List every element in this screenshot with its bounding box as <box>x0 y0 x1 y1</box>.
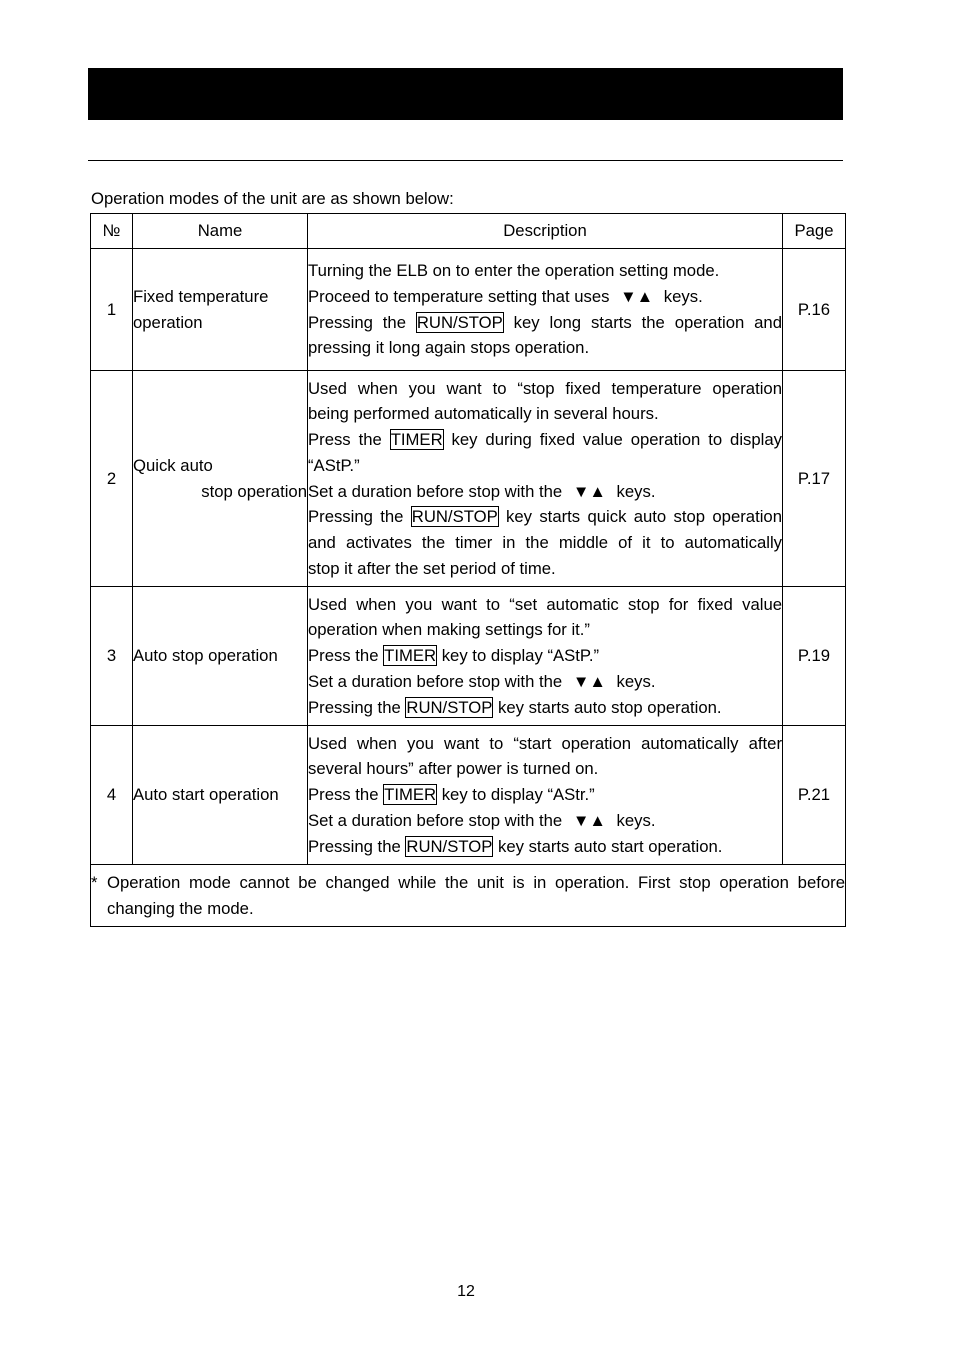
mode-name <box>133 371 308 587</box>
table-row <box>91 587 846 726</box>
line-text: Set a duration before stop with the <box>308 481 567 501</box>
intro-text: Operation modes of the unit are as shown below: <box>91 189 454 208</box>
row-number: 2 <box>91 371 133 587</box>
mode-name-line: operation <box>133 312 203 332</box>
mode-name <box>133 249 308 371</box>
line-text: key to display “AStr.” <box>437 785 595 805</box>
line-text: Set a duration before stop with the <box>308 671 567 691</box>
line-text: Proceed to temperature setting that uses <box>308 286 615 306</box>
description-line: and activates the timer in the middle of it to automatically <box>308 533 782 552</box>
timer-key-label: TIMER <box>390 430 443 449</box>
footnote-text <box>107 870 845 922</box>
line-text: key starts auto stop operation. <box>493 697 722 717</box>
timer-key-label: TIMER <box>384 785 437 805</box>
description-line: pressing it long again stops operation. <box>308 338 590 358</box>
description-line <box>308 782 782 808</box>
description-line: several hours” after power is turned on. <box>308 759 599 779</box>
description-line <box>308 808 782 834</box>
line-text: Press the <box>308 646 384 666</box>
page-reference: P.21 <box>783 726 846 865</box>
mode-name-line: Fixed temperature <box>133 286 269 306</box>
page-reference: P.19 <box>783 587 846 726</box>
mode-name <box>133 587 308 726</box>
line-text: keys. <box>611 481 656 501</box>
description-line <box>308 504 782 530</box>
mode-description <box>308 587 783 726</box>
page-number: 12 <box>457 1283 475 1300</box>
line-text: key to display “AStP.” <box>437 646 600 666</box>
footnote-asterisk: * <box>91 872 98 892</box>
table-row <box>91 726 846 865</box>
description-line <box>308 310 782 336</box>
mode-name-line: Auto stop operation <box>133 646 278 666</box>
table-row <box>91 371 846 587</box>
row-number: 3 <box>91 587 133 726</box>
row-number: 4 <box>91 726 133 865</box>
line-text: Pressing the <box>308 697 406 717</box>
down-up-arrows-icon: ▼▲ <box>572 671 606 691</box>
description-line <box>308 695 782 721</box>
table-head <box>91 214 846 249</box>
line-text: Pressing the <box>308 836 406 856</box>
line-text: Press the <box>308 430 390 449</box>
footnote-line: changing the mode. <box>107 898 254 918</box>
mode-name-line: Quick auto <box>133 455 213 475</box>
header-rule <box>88 160 843 161</box>
description-line: stop it after the set period of time. <box>308 558 556 578</box>
description-line <box>308 669 782 695</box>
description-line: Turning the ELB on to enter the operation setting mode. <box>308 261 720 280</box>
section-title-bar <box>88 68 843 120</box>
mode-description <box>308 371 783 587</box>
mode-name-line: stop operation <box>201 481 307 501</box>
footnote-line: Operation mode cannot be changed while the unit is in operation. First stop operation before <box>107 872 845 892</box>
description-line: Used when you want to “stop fixed temperature operation <box>308 378 782 398</box>
column-header-description: Description <box>308 214 783 249</box>
run-stop-key-label: RUN/STOP <box>411 507 498 527</box>
table-body <box>91 249 846 927</box>
row-number: 1 <box>91 249 133 371</box>
description-line: being performed automatically in several hours. <box>308 404 659 424</box>
page-reference: P.17 <box>783 371 846 587</box>
line-text: Pressing the <box>308 507 411 527</box>
footnote <box>91 870 845 922</box>
mode-description <box>308 726 783 865</box>
line-text: keys. <box>611 671 656 691</box>
line-text: keys. <box>611 810 656 830</box>
mode-description <box>308 249 783 371</box>
line-text: Pressing the <box>308 312 416 332</box>
line-text: key starts auto start operation. <box>493 836 723 856</box>
description-line <box>308 284 782 310</box>
run-stop-key-label: RUN/STOP <box>416 312 503 332</box>
timer-key-label: TIMER <box>384 646 437 666</box>
description-line <box>308 479 782 505</box>
description-line <box>308 643 782 669</box>
table-row <box>91 249 846 371</box>
footnote-cell <box>91 865 846 927</box>
description-line: operation when making settings for it.” <box>308 620 590 640</box>
line-text: key starts quick auto stop operation <box>498 507 782 527</box>
run-stop-key-label: RUN/STOP <box>406 697 493 717</box>
column-header-page: Page <box>783 214 846 249</box>
description-line: Used when you want to “set automatic stop for fixed value <box>308 594 782 614</box>
table-header-row <box>91 214 846 249</box>
down-up-arrows-icon: ▼▲ <box>572 481 606 501</box>
line-text: Set a duration before stop with the <box>308 810 567 830</box>
description-line <box>308 427 782 453</box>
line-text: Press the <box>308 785 384 805</box>
description-line <box>308 834 782 860</box>
description-line: “AStP.” <box>308 455 360 475</box>
line-text: key long starts the operation and <box>503 312 782 332</box>
mode-name-line: Auto start operation <box>133 785 279 805</box>
line-text: key during fixed value operation to display <box>443 430 782 449</box>
line-text: keys. <box>659 286 703 306</box>
page-reference: P.16 <box>783 249 846 371</box>
footnote-row <box>91 865 846 927</box>
down-up-arrows-icon: ▼▲ <box>572 810 606 830</box>
column-header-no: № <box>91 214 133 249</box>
down-up-arrows-icon: ▼▲ <box>620 286 654 306</box>
column-header-name: Name <box>133 214 308 249</box>
run-stop-key-label: RUN/STOP <box>406 836 493 856</box>
description-line: Used when you want to “start operation automatically after <box>308 733 782 753</box>
operation-modes-table <box>90 213 846 927</box>
mode-name <box>133 726 308 865</box>
